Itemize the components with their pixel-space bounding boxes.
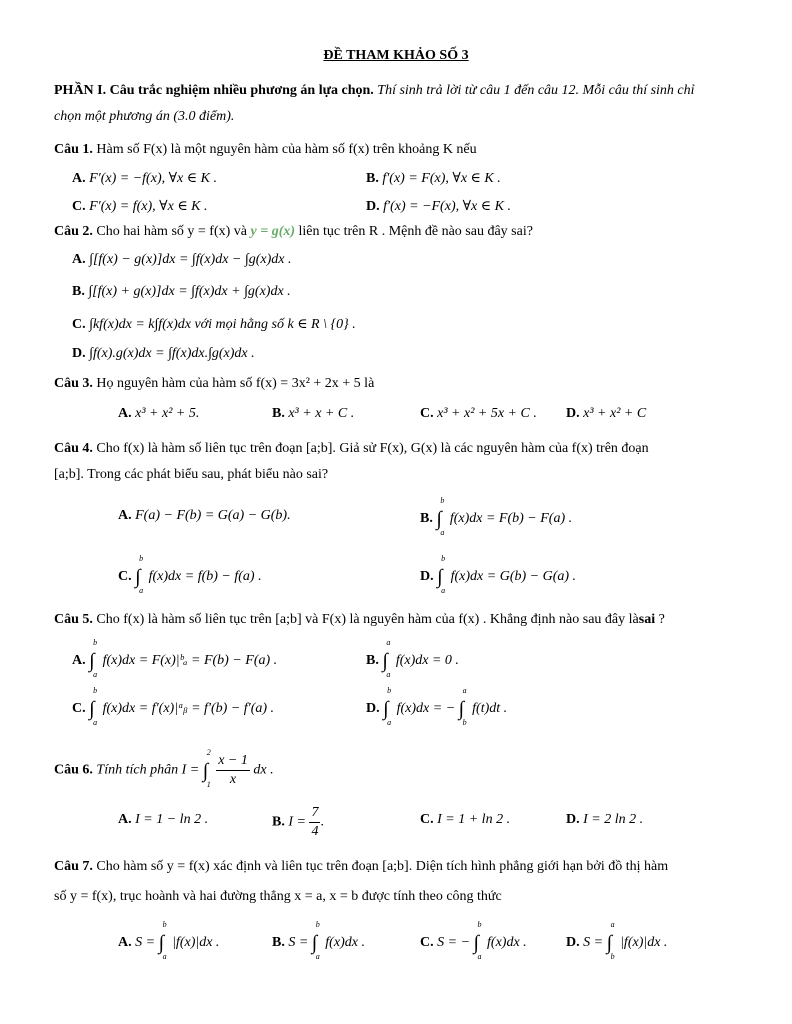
q1-option-a: A. F′(x) = −f(x), ∀x ∈ K . [72, 171, 217, 186]
q7-stem [54, 852, 768, 912]
q2-option-c: C. ∫kf(x)dx = k∫f(x)dx với mọi hằng số k ∈ R \ {0} . [72, 317, 356, 332]
q1-option-c: C. F′(x) = f(x), ∀x ∈ K . [72, 199, 208, 214]
q3-stem [54, 376, 374, 392]
q4-stem [54, 436, 768, 488]
integral-sign: a ∫ b [606, 920, 615, 961]
q2-text-post: liên tục trên R . Mệnh đề nào sau đây sai? [298, 224, 533, 239]
integral-sign: b ∫ a [383, 686, 392, 727]
q6-option-d: D. I = 2 ln 2 . [566, 812, 644, 827]
q3-option-b: B. x³ + x + C . [272, 406, 355, 421]
q5-text-bold: sai [638, 612, 656, 627]
q4-label: Câu 4. [54, 441, 93, 456]
q5-text-pre: Cho f(x) là hàm số liên tục trên [a;b] và F(x) là nguyên hàm của f(x) . Khẳng định nào sau đây là [96, 612, 639, 627]
q3-option-d: D. x³ + x² + C [566, 406, 647, 421]
integral-sign: 2 ∫ 1 [202, 747, 211, 789]
q4-option-b: B. b ∫ a f(x)dx = F(b) − F(a) . [420, 496, 573, 537]
q5-text-post: ? [655, 612, 665, 627]
integral-sign: b ∫ a [311, 920, 320, 961]
q6-fraction: $\frac{x - 1}{x}$ [218, 753, 248, 787]
q1-stem [54, 142, 477, 158]
q6-option-a: A. I = 1 − ln 2 . [118, 812, 209, 827]
integral-sign: b ∫ a [473, 920, 482, 961]
q2-text-highlight: y = g(x) [250, 224, 296, 239]
q7-text-1: Cho hàm số y = f(x) xác định và liên tục trên đoạn [a;b]. Diện tích hình phẳng giới hạn bởi đồ thị hàm [96, 859, 669, 874]
integral-sign: a ∫ b [458, 686, 467, 727]
q6-option-c: C. I = 1 + ln 2 . [420, 812, 511, 827]
q2-option-d: D. ∫f(x).g(x)dx = ∫f(x)dx.∫g(x)dx . [72, 346, 255, 361]
q1-option-b: B. f′(x) = F(x), ∀x ∈ K . [366, 171, 501, 186]
q5-option-a: A. b ∫ a f(x)dx = F(x)|ᵇₐ = F(b) − F(a) . [72, 638, 278, 679]
q6-stem: Câu 6. Tính tích phân I = 2 ∫ 1 $\frac{x - 1}{x}$ dx . [54, 747, 274, 789]
q2-option-b: B. ∫[f(x) + g(x)]dx = ∫f(x)dx + ∫g(x)dx . [72, 284, 291, 299]
q6-option-b: B. I = $\frac{7}{4}$ . [272, 805, 324, 839]
q1-option-d: D. f′(x) = −F(x), ∀x ∈ K . [366, 199, 511, 214]
q6-b-fraction: $\frac{7}{4}$ [311, 805, 319, 839]
q1-text: Hàm số F(x) là một nguyên hàm của hàm số f(x) trên khoảng K nếu [96, 142, 477, 157]
q4-option-c: C. b ∫ a f(x)dx = f(b) − f(a) . [118, 554, 262, 595]
integral-sign: b ∫ a [89, 686, 98, 727]
q6-text: Tính tích phân I = [96, 762, 200, 778]
q7-label: Câu 7. [54, 859, 93, 874]
part1-instruction-1: Thí sinh trả lời từ câu 1 đến câu 12. Mỗi câu thí sinh chỉ [377, 83, 695, 98]
integral-sign: b ∫ a [89, 638, 98, 679]
page-title: ĐỀ THAM KHẢO SỐ 3 [323, 48, 469, 63]
q2-option-a: A. ∫[f(x) − g(x)]dx = ∫f(x)dx − ∫g(x)dx . [72, 252, 292, 267]
q3-text: Họ nguyên hàm của hàm số f(x) = 3x² + 2x + 5 là [96, 376, 375, 391]
q7-option-d: D. S = a ∫ b |f(x)|dx . [566, 920, 668, 961]
integral-sign: b ∫ a [158, 920, 167, 961]
q4-option-a: A. F(a) − F(b) = G(a) − G(b). [118, 508, 291, 523]
q5-option-c: C. b ∫ a f(x)dx = f′(x)|ᵃᵦ = f′(b) − f′(a) . [72, 686, 275, 727]
integral-sign: a ∫ a [382, 638, 391, 679]
integral-sign: b ∫ a [135, 554, 144, 595]
q3-label: Câu 3. [54, 376, 93, 391]
q5-label: Câu 5. [54, 612, 93, 627]
part1-heading: PHẦN I. Câu trắc nghiệm nhiều phương án lựa chọn. [54, 83, 374, 98]
q6-label: Câu 6. [54, 762, 93, 778]
part1-intro [54, 78, 768, 130]
q4-option-d: D. b ∫ a f(x)dx = G(b) − G(a) . [420, 554, 577, 595]
part1-instruction-2: chọn một phương án (3.0 điểm). [54, 109, 235, 124]
q4-text-1: Cho f(x) là hàm số liên tục trên đoạn [a;b]. Giả sử F(x), G(x) là các nguyên hàm của f(x) trên đoạn [96, 441, 649, 456]
q5-stem [54, 612, 665, 628]
q7-option-b: B. S = b ∫ a f(x)dx . [272, 920, 365, 961]
integral-sign: b ∫ a [436, 496, 445, 537]
q1-label: Câu 1. [54, 142, 93, 157]
q7-option-c: C. S = − b ∫ a f(x)dx . [420, 920, 527, 961]
integral-sign: b ∫ a [437, 554, 446, 595]
q4-text-2: [a;b]. Trong các phát biểu sau, phát biểu nào sai? [54, 467, 329, 482]
q2-stem [54, 224, 533, 240]
q3-option-a: A. x³ + x² + 5. [118, 406, 200, 421]
q2-label: Câu 2. [54, 224, 93, 239]
q7-text-2: số y = f(x), trục hoành và hai đường thẳng x = a, x = b được tính theo công thức [54, 889, 502, 904]
q2-text-pre: Cho hai hàm số y = f(x) và [96, 224, 247, 239]
q3-option-c: C. x³ + x² + 5x + C . [420, 406, 537, 421]
q5-option-b: B. a ∫ a f(x)dx = 0 . [366, 638, 459, 679]
q7-option-a: A. S = b ∫ a |f(x)|dx . [118, 920, 220, 961]
q5-option-d: D. b ∫ a f(x)dx = − a ∫ b f(t)dt . [366, 686, 508, 727]
